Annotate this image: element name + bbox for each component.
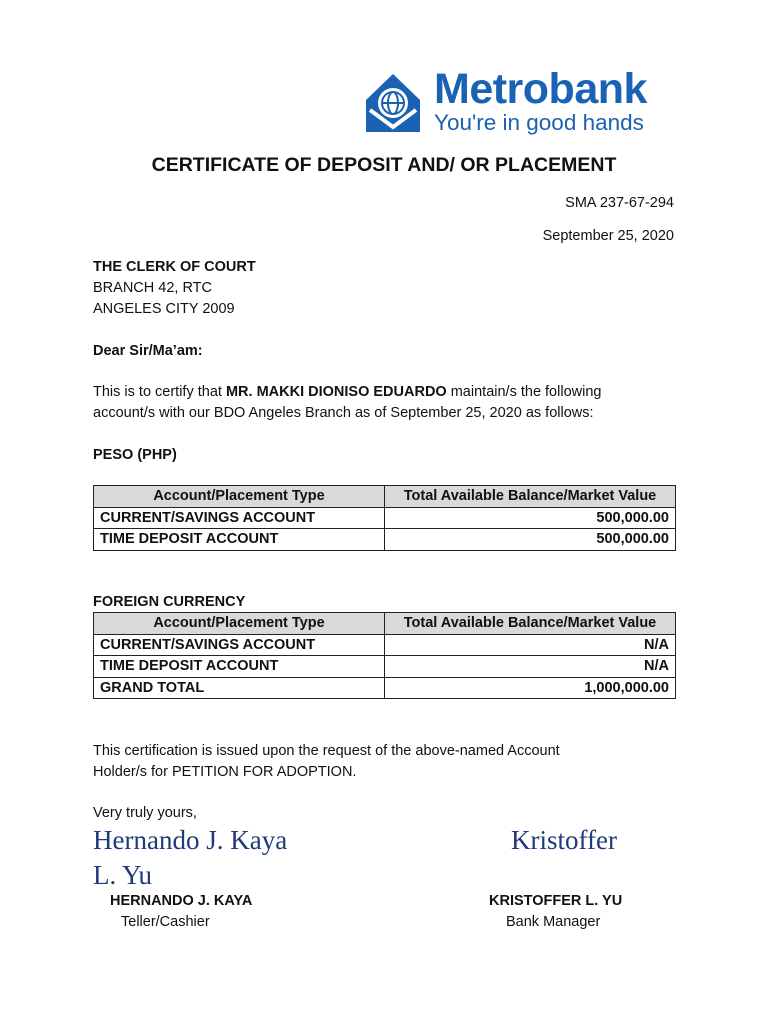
foreign-heading: FOREIGN CURRENCY	[93, 594, 246, 610]
body-intro-b: maintain/s the following	[446, 384, 602, 400]
signature-2-part1: Kristoffer	[511, 825, 617, 855]
column-header-value: Total Available Balance/Market Value	[385, 486, 676, 508]
signature-1: Hernando J. Kaya	[93, 825, 288, 855]
signature-2-part2: L. Yu	[93, 860, 152, 890]
peso-table-header	[94, 486, 676, 508]
brand-tagline: You're in good hands	[434, 110, 644, 135]
account-type-cell: CURRENT/SAVINGS ACCOUNT	[94, 634, 385, 656]
grand-total-value: 1,000,000.00	[385, 677, 676, 699]
account-holder-name: MR. MAKKI DIONISO EDUARDO	[225, 384, 447, 400]
foreign-table	[93, 612, 676, 699]
balance-cell: N/A	[385, 634, 676, 656]
body-paragraph-line1	[93, 382, 601, 403]
brand-name: Metrobank	[434, 65, 647, 113]
signatory-2-title: Bank Manager	[506, 914, 601, 930]
column-header-type: Account/Placement Type	[94, 613, 385, 635]
valediction: Very truly yours,	[93, 805, 197, 821]
table-row	[94, 634, 676, 656]
table-row	[94, 656, 676, 678]
table-row	[94, 529, 676, 551]
signatory-1-title: Teller/Cashier	[121, 914, 210, 930]
table-row	[94, 507, 676, 529]
account-type-cell: TIME DEPOSIT ACCOUNT	[94, 656, 385, 678]
signatory-1-name: HERNANDO J. KAYA	[110, 893, 253, 909]
document-title: CERTIFICATE OF DEPOSIT AND/ OR PLACEMENT	[151, 154, 617, 176]
column-header-value: Total Available Balance/Market Value	[385, 613, 676, 635]
signatory-2-name: KRISTOFFER L. YU	[489, 893, 623, 909]
account-type-cell: CURRENT/SAVINGS ACCOUNT	[94, 507, 385, 529]
metrobank-logo-icon	[362, 70, 424, 136]
closing-line1: This certification is issued upon the request of the above-named Account	[93, 743, 560, 759]
body-intro-a: This is to certify that	[93, 384, 226, 400]
addressee-line1: THE CLERK OF COURT	[93, 259, 256, 275]
addressee-line2: BRANCH 42, RTC	[93, 280, 212, 296]
account-type-cell: TIME DEPOSIT ACCOUNT	[94, 529, 385, 551]
salutation: Dear Sir/Ma’am:	[93, 343, 203, 359]
balance-cell: 500,000.00	[385, 529, 676, 551]
grand-total-row	[94, 677, 676, 699]
reference-number: SMA 237-67-294	[565, 195, 674, 211]
body-paragraph-line2: account/s with our BDO Angeles Branch as of September 25, 2020 as follows:	[93, 405, 594, 421]
addressee-line3: ANGELES CITY 2009	[93, 301, 235, 317]
document-date: September 25, 2020	[542, 228, 674, 244]
peso-heading: PESO (PHP)	[93, 447, 177, 463]
peso-table	[93, 485, 676, 551]
closing-line2: Holder/s for PETITION FOR ADOPTION.	[93, 764, 357, 780]
balance-cell: 500,000.00	[385, 507, 676, 529]
column-header-type: Account/Placement Type	[94, 486, 385, 508]
foreign-table-header	[94, 613, 676, 635]
account-type-cell: GRAND TOTAL	[94, 677, 385, 699]
balance-cell: N/A	[385, 656, 676, 678]
